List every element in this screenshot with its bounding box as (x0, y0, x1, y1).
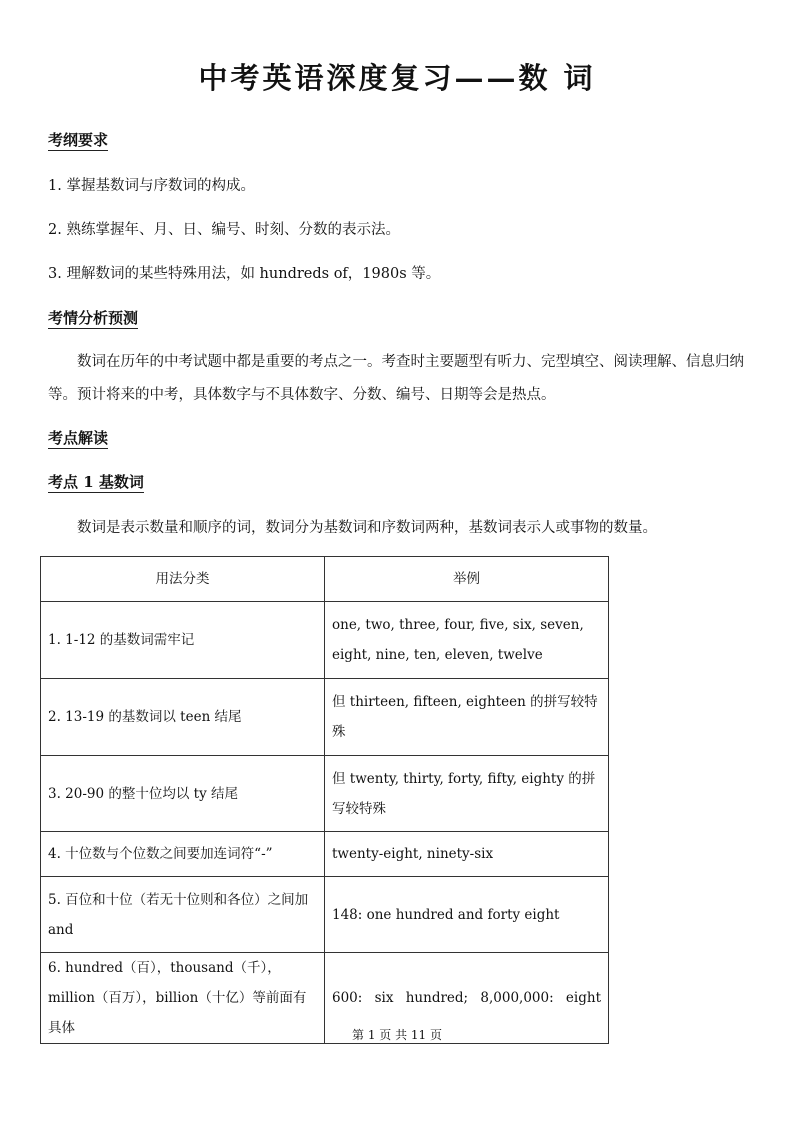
example-cell: one, two, three, four, five, six, seven, eight, nine, ten, eleven, twelve (325, 602, 609, 679)
table-row (41, 602, 609, 679)
example-cell: 148: one hundred and forty eight (325, 877, 609, 953)
usage-cell: 4. 十位数与个位数之间要加连词符“-” (41, 832, 325, 877)
syllabus-item-2: 2. 熟练掌握年、月、日、编号、时刻、分数的表示法。 (48, 222, 400, 238)
section-heading-point1: 考点 1 基数词 (48, 473, 144, 491)
usage-cell: 5. 百位和十位（若无十位则和各位）之间加 and (41, 877, 325, 953)
section-heading-points: 考点解读 (48, 429, 109, 447)
table-row (41, 756, 609, 832)
analysis-paragraph: 数词在历年的中考试题中都是重要的考点之一。考查时主要题型有听力、完型填空、阅读理解、信息归纳等。预计将来的中考，具体数字与不具体数字、分数、编号、日期等会是热点。 (48, 354, 744, 403)
example-cell: 但 twenty, thirty, forty, fifty, eighty 的拼写较特殊 (325, 756, 609, 832)
syllabus-item-3: 3. 理解数词的某些特殊用法，如 hundreds of，1980s 等。 (48, 266, 441, 282)
syllabus-item-1: 1. 掌握基数词与序数词的构成。 (48, 178, 255, 194)
section-heading-analysis: 考情分析预测 (48, 309, 139, 327)
usage-cell: 6. hundred（百），thousand（千），million（百万），billion（十亿）等前面有具体 (41, 953, 325, 1044)
example-cell: 但 thirteen, fifteen, eighteen 的拼写较特殊 (325, 679, 609, 756)
usage-cell: 1. 1-12 的基数词需牢记 (41, 602, 325, 679)
header-usage: 用法分类 (41, 557, 325, 602)
page-footer: 第 1 页 共 11 页 (352, 1028, 442, 1042)
section-heading-syllabus: 考纲要求 (48, 131, 109, 149)
table-row (41, 877, 609, 953)
point1-intro: 数词是表示数量和顺序的词，数词分为基数词和序数词两种，基数词表示人或事物的数量。 (77, 520, 657, 536)
table-row (41, 832, 609, 877)
example-cell: 600: six hundred; 8,000,000: eight (325, 953, 609, 1044)
usage-cell: 3. 20-90 的整十位均以 ty 结尾 (41, 756, 325, 832)
table-header-row (41, 557, 609, 602)
usage-cell: 2. 13-19 的基数词以 teen 结尾 (41, 679, 325, 756)
header-example: 举例 (325, 557, 609, 602)
usage-table (40, 556, 609, 1044)
page-title: 中考英语深度复习——数 词 (198, 61, 596, 95)
table-row (41, 679, 609, 756)
example-cell: twenty-eight, ninety-six (325, 832, 609, 877)
